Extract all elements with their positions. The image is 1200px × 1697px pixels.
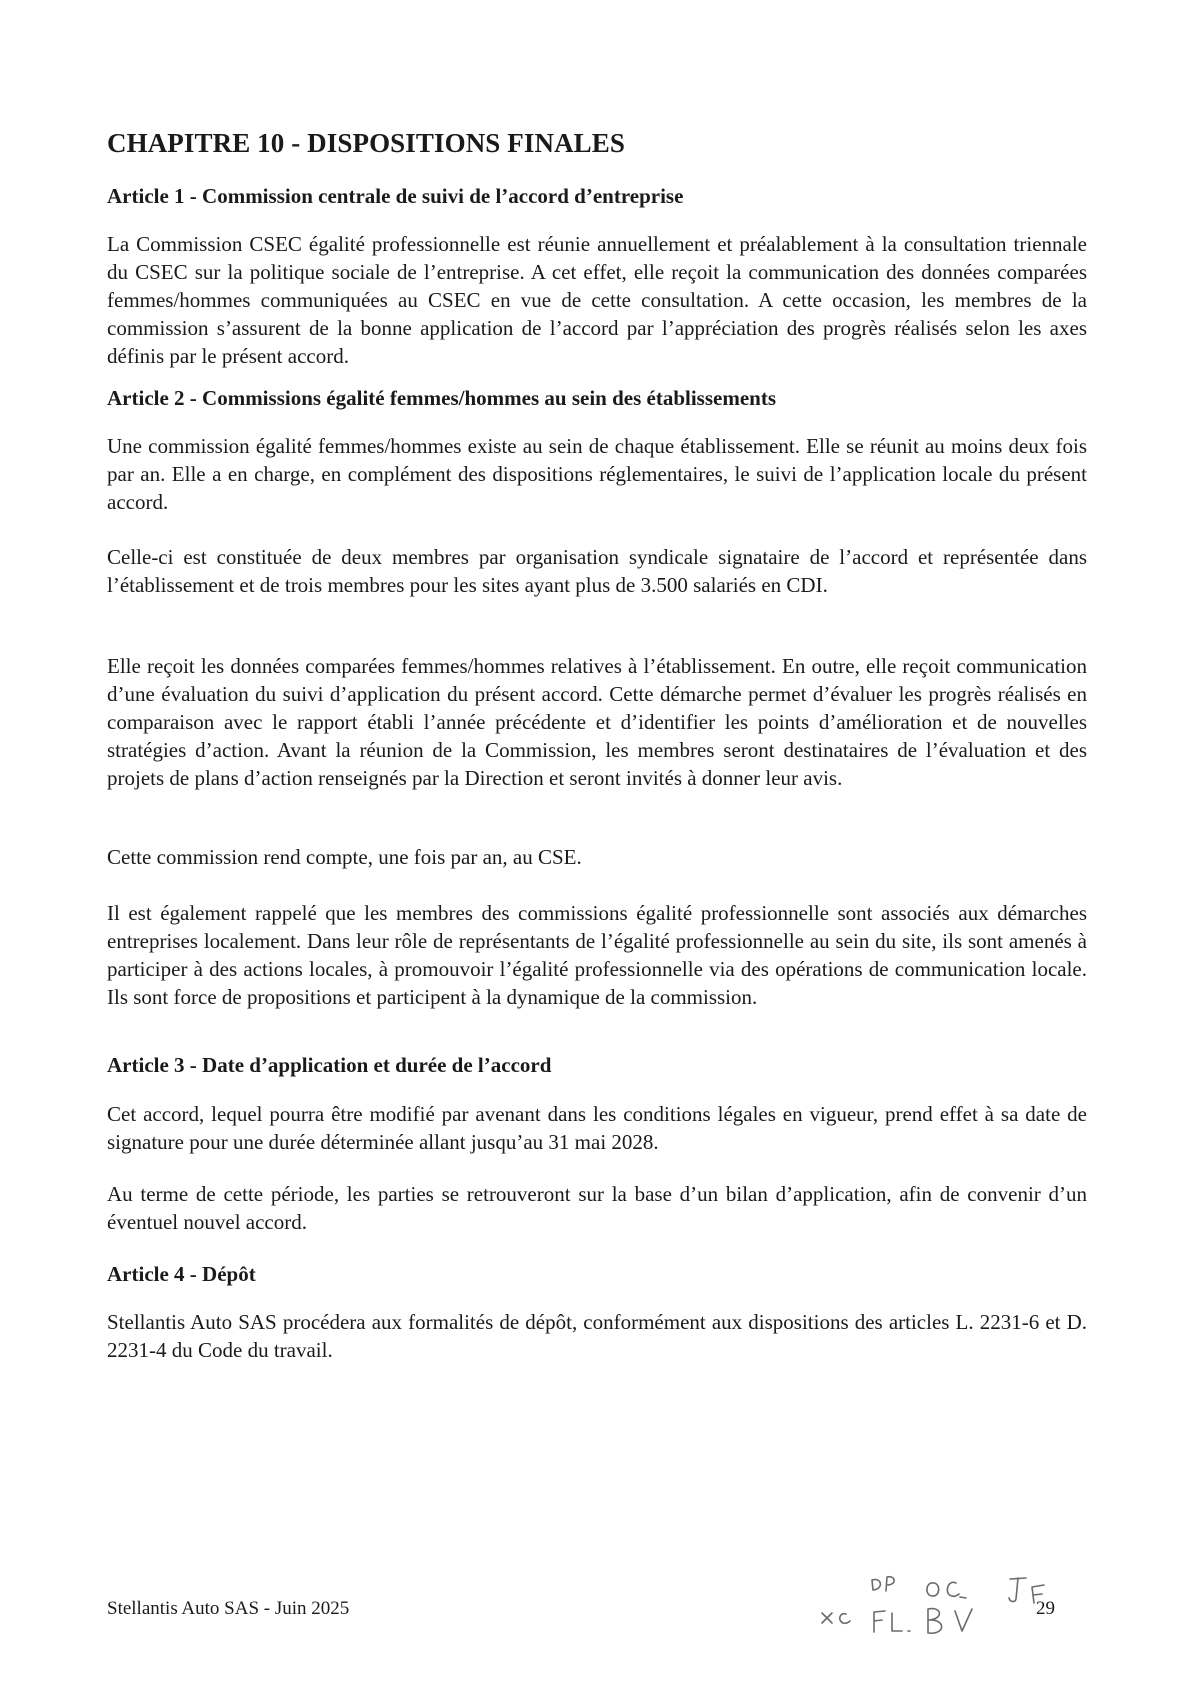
initials-oc-signature bbox=[927, 1582, 966, 1598]
article-3-paragraph-2: Au terme de cette période, les parties se retrouveront sur la base d’un bilan d’application, afin de convenir d’un éventuel nouvel accord. bbox=[107, 1182, 1087, 1234]
article-2-paragraph-2: Celle-ci est constituée de deux membres par organisation syndicale signataire de l’accord et représentée dans l’établissement et de trois membres pour les sites ayant plus de 3.500 salariés en CDI. bbox=[107, 545, 1087, 597]
initials-jf-signature bbox=[1009, 1578, 1044, 1603]
handwritten-initials-signature bbox=[810, 1565, 1050, 1640]
article-2-paragraph-5: Il est également rappelé que les membres des commissions égalité professionnelle sont associés aux démarches entreprises localement. Dans leur rôle de représentants de l’égalité professionnelle au sein du site, ils sont amenés à participer à des actions locales, à promouvoir l’égalité professionnelle via des opérations de communication locale. Ils sont force de propositions et participent à la dynamique de la commission. bbox=[107, 901, 1087, 1009]
page-number: 29 bbox=[1036, 1598, 1055, 1619]
article-1-heading: Article 1 - Commission centrale de suivi de l’accord d’entreprise bbox=[107, 184, 684, 208]
article-1-paragraph-1: La Commission CSEC égalité professionnelle est réunie annuellement et préalablement à la consultation triennale du CSEC sur la politique sociale de l’entreprise. A cet effet, elle reçoit la communication des données comparées femmes/hommes communiquées au CSEC en vue de cette consultation. A cette occasion, les membres de la commission s’assurent de la bonne application de l’accord par l’appréciation des progrès réalisés selon les axes définis par le présent accord. bbox=[107, 232, 1087, 368]
article-2-heading: Article 2 - Commissions égalité femmes/hommes au sein des établissements bbox=[107, 386, 776, 410]
article-4-paragraph-1: Stellantis Auto SAS procédera aux formalités de dépôt, conformément aux dispositions des articles L. 2231-6 et D. 2231-4 du Code du travail. bbox=[107, 1310, 1087, 1362]
initials-dp-signature bbox=[872, 1577, 894, 1591]
article-3-heading: Article 3 - Date d’application et durée de l’accord bbox=[107, 1053, 552, 1077]
article-2-paragraph-1: Une commission égalité femmes/hommes existe au sein de chaque établissement. Elle se réunit au moins deux fois par an. Elle a en charge, en complément des dispositions réglementaires, le suivi de l’application locale du présent accord. bbox=[107, 434, 1087, 514]
initials-fl-signature bbox=[874, 1611, 910, 1632]
chapter-title: CHAPITRE 10 - DISPOSITIONS FINALES bbox=[107, 128, 626, 158]
article-2-paragraph-4: Cette commission rend compte, une fois par an, au CSE. bbox=[107, 845, 582, 869]
article-2-paragraph-3: Elle reçoit les données comparées femmes/hommes relatives à l’établissement. En outre, elle reçoit communication d’une évaluation du suivi d’application du présent accord. Cette démarche permet d’évaluer les progrès réalisés en comparaison avec le rapport établi l’année précédente et d’identifier les points d’amélioration et de nouvelles stratégies d’action. Avant la réunion de la Commission, les membres seront destinataires de l’évaluation et des projets de plans d’action renseignés par la Direction et seront invités à donner leur avis. bbox=[107, 654, 1087, 790]
initials-bv-signature bbox=[928, 1609, 972, 1634]
article-3-paragraph-1: Cet accord, lequel pourra être modifié par avenant dans les conditions légales en vigueur, prend effet à sa date de signature pour une durée déterminée allant jusqu’au 31 mai 2028. bbox=[107, 1102, 1087, 1154]
footer-company-date: Stellantis Auto SAS - Juin 2025 bbox=[107, 1598, 350, 1619]
initials-xc-signature bbox=[822, 1613, 850, 1623]
article-4-heading: Article 4 - Dépôt bbox=[107, 1262, 256, 1286]
